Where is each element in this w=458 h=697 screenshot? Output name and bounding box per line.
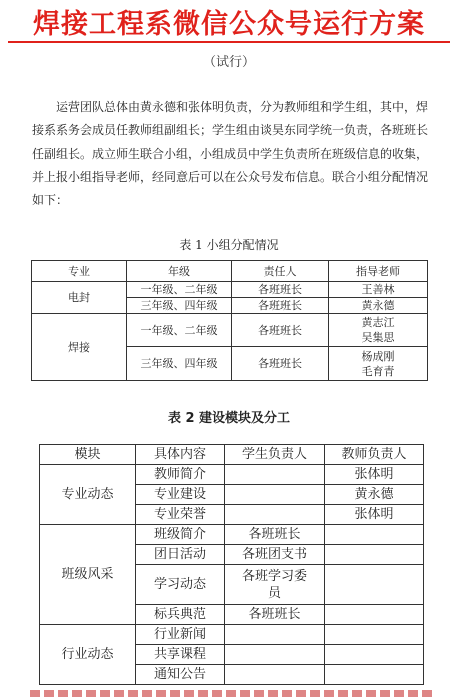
- intro-paragraph: 运营团队总体由黄永德和张体明负责，分为教师组和学生组，其中，焊接系系务会成员任教师组副组长；学生组由谈昊东同学统一负责，各班班长任副组长。成立师生联合小组，小组成员中学生负责所在班级信息的收集，并上报小组指导老师，经同意后可以在公众号发布信息。联合小组分配情况如下：: [32, 100, 429, 208]
- leader-cell: 各班班长: [232, 298, 329, 314]
- student-cell: [225, 645, 325, 665]
- grade-cell: 三年级、四年级: [127, 298, 232, 314]
- teacher-cell: 张体明: [325, 465, 424, 485]
- major-cell: 电封: [32, 282, 127, 314]
- teacher-name: 杨成刚: [361, 349, 395, 363]
- table-row: [40, 625, 424, 645]
- leader-cell: 各班班长: [232, 347, 329, 381]
- teacher-cell: 张体明: [325, 505, 424, 525]
- student-cell: [225, 665, 325, 685]
- content-cell: 教师简介: [136, 465, 225, 485]
- teacher-name: 王善林: [361, 283, 395, 296]
- header-cell: 学生负责人: [225, 445, 325, 465]
- student-cell: [225, 565, 325, 605]
- teacher-cell: [325, 545, 424, 565]
- student-cell: 各班班长: [225, 605, 325, 625]
- content-cell: 专业荣誉: [136, 505, 225, 525]
- cut-off-text-strip: [30, 690, 435, 697]
- teacher-cell: 黄永德: [325, 485, 424, 505]
- header-cell: 指导老师: [329, 261, 428, 282]
- student-cell: [225, 485, 325, 505]
- grade-cell: 一年级、二年级: [127, 314, 232, 347]
- grade-cell: 一年级、二年级: [127, 282, 232, 298]
- teacher-cell: [325, 605, 424, 625]
- teacher-name: 黄永德: [361, 299, 395, 312]
- table-header-row: [32, 261, 428, 282]
- student-cell: [225, 505, 325, 525]
- teacher-cell: [329, 298, 428, 314]
- student-cell: [225, 465, 325, 485]
- module-cell: 行业动态: [40, 625, 136, 685]
- content-cell: 班级简介: [136, 525, 225, 545]
- student-cell: [225, 625, 325, 645]
- teacher-cell: [329, 314, 428, 347]
- student-name: 各班学习委员: [241, 568, 307, 601]
- module-cell: 专业动态: [40, 465, 136, 525]
- major-cell: 焊接: [32, 314, 127, 381]
- table-header-row: [40, 445, 424, 465]
- teacher-name: 吴集思: [361, 331, 395, 344]
- header-cell: 模块: [40, 445, 136, 465]
- title-underline: [8, 41, 450, 43]
- table-row: [40, 465, 424, 485]
- document-subtitle: （试行）: [202, 55, 255, 70]
- leader-cell: 各班班长: [232, 314, 329, 347]
- content-cell: 学习动态: [136, 565, 225, 605]
- teacher-name: 黄志江: [361, 316, 395, 329]
- leader-cell: 各班班长: [232, 282, 329, 298]
- content-cell: 标兵典范: [136, 605, 225, 625]
- teacher-cell: [325, 525, 424, 545]
- module-division-table: [39, 444, 424, 685]
- teacher-cell: [325, 625, 424, 645]
- grade-cell: 三年级、四年级: [127, 347, 232, 381]
- teacher-cell: [325, 645, 424, 665]
- table2-caption: 表 2 建设模块及分工: [167, 411, 291, 426]
- header-cell: 责任人: [232, 261, 329, 282]
- teacher-cell: [325, 665, 424, 685]
- student-cell: 各班班长: [225, 525, 325, 545]
- document-title: 焊接工程系微信公众号运行方案: [33, 9, 425, 40]
- table-row: [32, 314, 428, 347]
- content-cell: 共享课程: [136, 645, 225, 665]
- student-cell: 各班团支书: [225, 545, 325, 565]
- teacher-cell: [329, 282, 428, 298]
- header-cell: 教师负责人: [325, 445, 424, 465]
- table-row: [40, 525, 424, 545]
- content-cell: 通知公告: [136, 665, 225, 685]
- teacher-cell: [329, 347, 428, 381]
- teacher-name: 毛育青: [361, 364, 395, 378]
- content-cell: 团日活动: [136, 545, 225, 565]
- teacher-cell: [325, 565, 424, 605]
- header-cell: 年级: [127, 261, 232, 282]
- table-row: [32, 282, 428, 298]
- header-cell: 专业: [32, 261, 127, 282]
- table1-caption: 表 1 小组分配情况: [179, 238, 279, 252]
- content-cell: 专业建设: [136, 485, 225, 505]
- module-cell: 班级风采: [40, 525, 136, 625]
- content-cell: 行业新闻: [136, 625, 225, 645]
- header-cell: 具体内容: [136, 445, 225, 465]
- group-assignment-table: [31, 260, 428, 381]
